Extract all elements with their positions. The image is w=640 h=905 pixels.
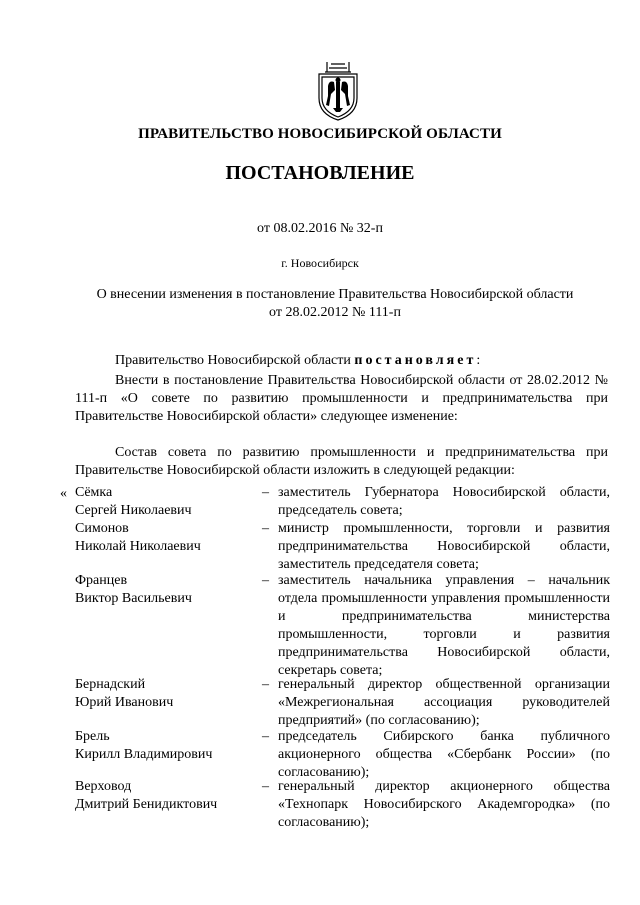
member-surname: Сёмка	[75, 485, 113, 500]
government-title: ПРАВИТЕЛЬСТВО НОВОСИБИРСКОЙ ОБЛАСТИ	[138, 126, 502, 142]
member-role: генеральный директор общественной организации «Межрегиональная ассоциация руководителей предприятий» (по согласованию);	[278, 677, 610, 728]
date-and-number: от 08.02.2016 № 32-п	[257, 221, 383, 236]
subject-line-2: от 28.02.2012 № 111-п	[269, 305, 401, 320]
resolution-lead: Правительство Новосибирской области	[115, 353, 355, 368]
member-given-names: Виктор Васильевич	[75, 591, 192, 606]
member-name	[75, 728, 260, 764]
member-given-names: Кирилл Владимирович	[75, 747, 213, 762]
resolution-colon: :	[476, 353, 481, 368]
member-name	[75, 484, 260, 520]
resolution-verb: постановляет	[354, 353, 477, 368]
member-given-names: Николай Николаевич	[75, 539, 201, 554]
member-dash: –	[262, 677, 269, 692]
opening-quote: «	[60, 486, 67, 501]
document-type: ПОСТАНОВЛЕНИЕ	[225, 162, 415, 184]
member-role: заместитель Губернатора Новосибирской области, председатель совета;	[278, 485, 610, 518]
member-dash: –	[262, 485, 269, 500]
city-name: г. Новосибирск	[281, 256, 359, 270]
member-given-names: Юрий Иванович	[75, 695, 174, 710]
member-dash: –	[262, 573, 269, 588]
member-dash: –	[262, 521, 269, 536]
member-role: председатель Сибирского банка публичного акционерного общества «Сбербанк России» (по согласованию);	[278, 729, 610, 780]
member-name	[75, 676, 260, 712]
member-role: министр промышленности, торговли и развития предпринимательства Новосибирской области, заместитель председателя совета;	[278, 521, 610, 572]
member-role: заместитель начальника управления – начальник отдела промышленности управления промышленности и предпринимательства министерства промышленности, торговли и развития предпринимательства Новосибирской области, секретарь совета;	[278, 573, 610, 678]
member-surname: Симонов	[75, 521, 129, 536]
member-given-names: Дмитрий Бенидиктович	[75, 797, 218, 812]
amendment-paragraph: Внести в постановление Правительства Новосибирской области от 28.02.2012 № 111-п «О совете по развитию промышленности и предпринимательства при Правительстве Новосибирской области» следующее изменение:	[75, 373, 608, 424]
member-dash: –	[262, 729, 269, 744]
member-surname: Брель	[75, 729, 110, 744]
member-surname: Бернадский	[75, 677, 146, 692]
member-surname: Францев	[75, 573, 128, 588]
member-name	[75, 778, 260, 814]
composition-paragraph: Состав совета по развитию промышленности и предпринимательства при Правительстве Новосибирской области изложить в следующей редакции:	[75, 445, 608, 478]
member-name	[75, 520, 260, 556]
member-name	[75, 572, 260, 608]
member-role: генеральный директор акционерного общества «Технопарк Новосибирского Академгородка» (по согласованию);	[278, 779, 610, 830]
coat-of-arms-icon	[315, 60, 361, 122]
member-dash: –	[262, 779, 269, 794]
resolution-paragraph	[75, 352, 608, 370]
member-given-names: Сергей Николаевич	[75, 503, 192, 518]
document-subject	[70, 286, 600, 322]
member-surname: Верховод	[75, 779, 132, 794]
subject-line-1: О внесении изменения в постановление Правительства Новосибирской области	[96, 287, 574, 302]
